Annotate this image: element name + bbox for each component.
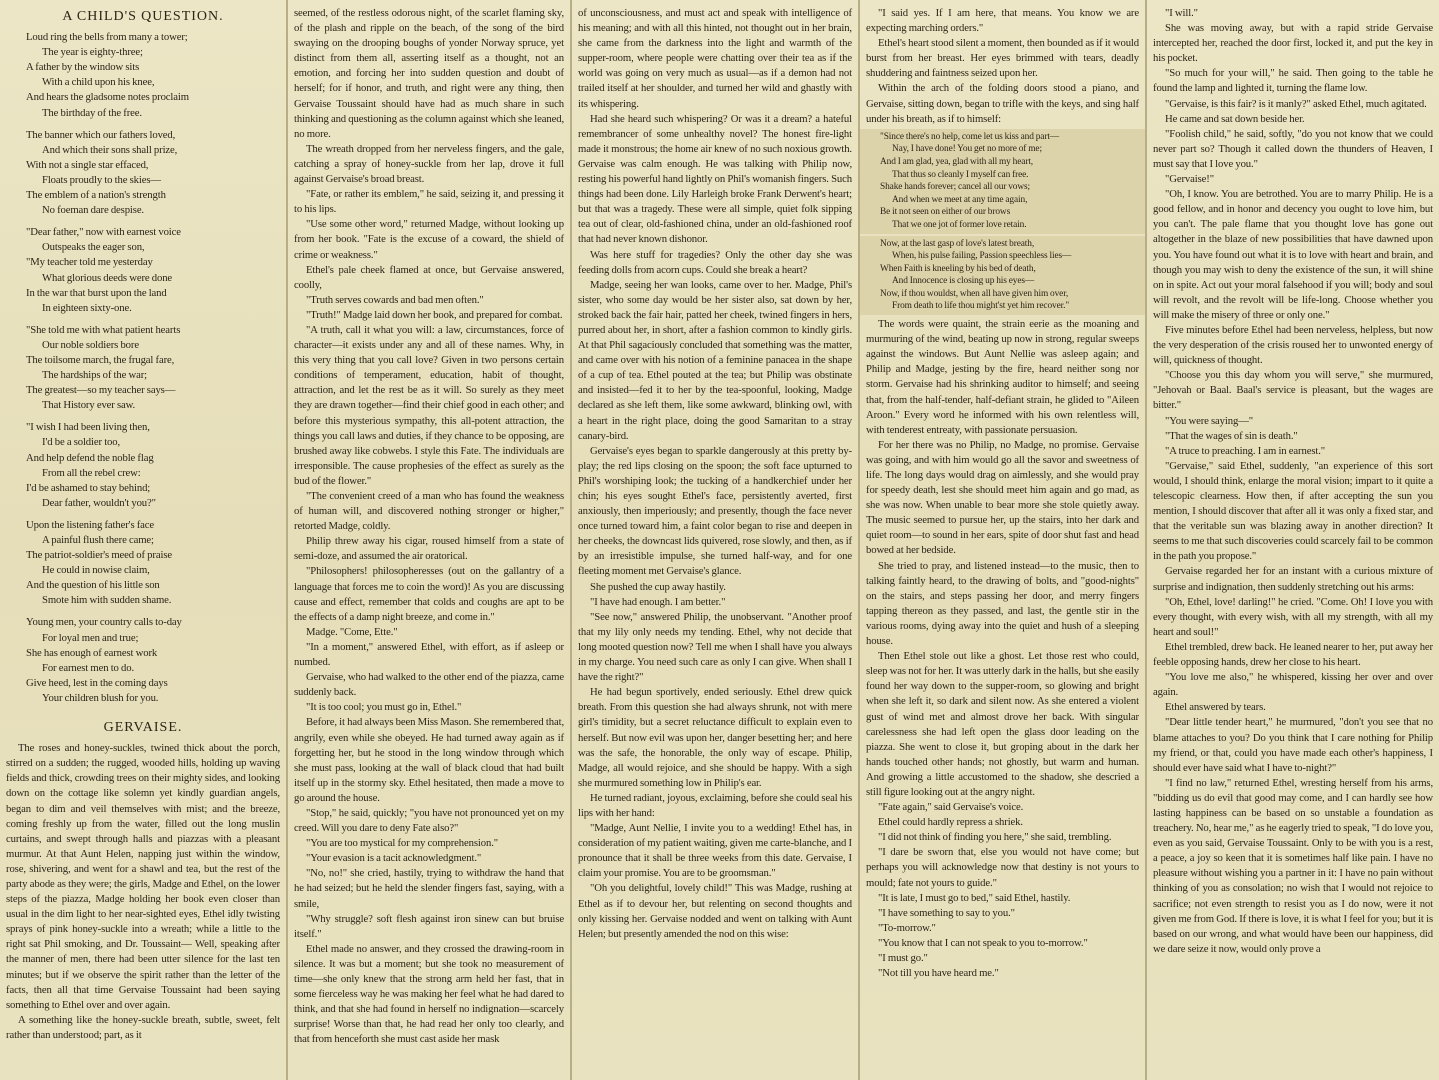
paragraph: Within the arch of the folding doors stood a piano, and Gervaise, sitting down, began to trifle with the keys, and sing half under his breath, as if to himself: <box>866 82 1139 125</box>
verse-line: For earnest men to do. <box>42 661 135 674</box>
verse-line: She has enough of earnest work <box>26 646 158 659</box>
verse-line: With not a single star effaced, <box>26 158 149 171</box>
verse-line: What glorious deeds were done <box>42 271 173 284</box>
verse-line: That thus so cleanly I myself can free. <box>892 169 1029 180</box>
verse-line: I'd be ashamed to stay behind; <box>26 481 151 494</box>
verse-line: Shake hands forever; cancel all our vows; <box>880 182 1030 193</box>
paragraph: Ethel answered by tears. <box>1165 701 1266 714</box>
verse-line: The hardships of the war; <box>42 369 148 382</box>
paragraph: A something like the honey-suckle breath, subtle, sweet, felt rather than understood; part, as it <box>6 1013 280 1041</box>
poem-stanza <box>26 323 280 414</box>
paragraph: "The convenient creed of a man who has found the weakness of human will, and discovered nothing stronger or higher," retorted Madge, coldly. <box>294 490 564 533</box>
verse-line: In eighteen sixty-one. <box>42 301 132 314</box>
paragraph: "I find no law," returned Ethel, wresting herself from his arms, "bidding us do evil that good may come, and I can hardly see how lasting happiness can be based on so unstable a foundation as treachery. No, hear me," as he eagerly tried to speak, "I do love you, even as you said, Gervaise Toussaint. Only to be with you is a rest, a peace, a joy so keen that it is sometimes half like pain. I have no pleasure without wishing you a partner in it: I have no pain without thinking of you as consolation; no wish that I would not rejoice to sacrifice; not even strength to resist you as I do now, were it not given me from God. If there is love, it is what I feel for you; but it is based on our wrong, and what would have been our happiness, did we dare seize it now, would only prove a <box>1153 776 1433 955</box>
poem-stanza <box>26 615 280 706</box>
paragraph: Philip threw away his cigar, roused himself from a state of semi-doze, and assumed the air oratorical. <box>294 535 564 563</box>
paragraph: "Use some other word," returned Madge, without looking up from her book. "Fate is the excuse of a coward, the shield of crime or weakness." <box>294 218 564 261</box>
paragraph: She pushed the cup away hastily. <box>590 580 726 593</box>
verse-line: Dear father, wouldn't you?" <box>42 496 156 509</box>
verse-line: And Innocence is closing up his eyes— <box>892 276 1035 287</box>
paragraph: Before, it had always been Miss Mason. She remembered that, angrily, even while she obeyed. He had turned away again as if forgetting her, but he stood in the long window through which she must pass, looking at the wall of black cloud that had built itself up in the stormy sky. Ethel hesitated, then made a move to go around the house. <box>294 716 564 804</box>
verse-line: With a child upon his knee, <box>42 76 155 89</box>
verse-line: The patriot-soldier's meed of praise <box>26 549 172 562</box>
paragraph: "So much for your will," he said. Then going to the table he found the lamp and lighted it, turning the flame low. <box>1153 67 1433 95</box>
verse-line: And help defend the noble flag <box>26 451 154 464</box>
verse-line: "She told me with what patient hearts <box>26 323 181 336</box>
paragraph: "Philosophers! philosopheresses (out on the gallantry of a language that forces me to coin the word)! As you are discussing cause and effect, remember that colds and coughs are apt to be the effects of a damp night breeze, and come in." <box>294 565 564 623</box>
paragraph: "Stop," he said, quickly; "you have not pronounced yet on my creed. Will you dare to deny Fate also?" <box>294 806 564 835</box>
paragraph: "No, no!" she cried, hastily, trying to withdraw the hand that he had seized; but he held the slender fingers fast, saying, with a smile, <box>294 867 564 910</box>
verse-line: Now, at the last gasp of love's latest breath, <box>880 238 1035 249</box>
column-3 <box>572 0 860 1080</box>
verse-line: Smote him with sudden shame. <box>42 594 172 607</box>
paragraph: "Oh, Ethel, love! darling!" he cried. "Come. Oh! I love you with every thought, with every wish, with all my strength, with all my heart and soul!" <box>1153 595 1433 638</box>
verse-line: When, his pulse failing, Passion speechless lies— <box>892 251 1072 262</box>
paragraph: "Gervaise, is this fair? is it manly?" asked Ethel, much agitated. <box>1165 97 1427 110</box>
paragraph: "I have something to say to you." <box>878 906 1015 919</box>
verse-line: And which their sons shall prize, <box>42 143 178 156</box>
paragraph: He had begun sportively, ended seriously. Ethel drew quick breath. From this question she had always shrunk, not with mere girl's timidity, but a secret reluctance difficult to explain even to herself. But now evil was upon her, danger besetting her; and here was the safe, the honorable, the only way of escape. Philip, Madge, all would rejoice, and she should be happy. With a sigh she murmured something low in Philip's ear. <box>578 686 852 789</box>
paragraph: "I have had enough. I am better." <box>590 595 726 608</box>
paragraph: "Gervaise," said Ethel, suddenly, "an experience of this sort would, I should think, enlarge the moral vision; impart to it quite a telescopic clearness. How then, if after accepting the sun you mention, I should discover that after all it was only a fixed star, and that the veritable sun was blazing away in another direction? It seems to me that such discoveries could scarcely fail to be common in the path you propose." <box>1153 459 1433 563</box>
verse-line: Young men, your country calls to-day <box>26 616 182 629</box>
paragraph: "Gervaise!" <box>1165 173 1214 186</box>
paragraph: Ethel trembled, drew back. He leaned nearer to her, put away her feeble opposing hands, drew her close to his heart. <box>1153 640 1433 669</box>
article-title: GERVAISE. <box>103 720 183 736</box>
paragraph: "A truth, call it what you will: a law, circumstances, force of character—it exists under any and all of these names. Why, in this very thing that you call love? Given in two persons certain conditions of temperament, education, habit of thought, attraction, and let the rest be as it will. So surely as they meet they are drawn together—find their chief good in each other; and before this mysterious sympathy, this all-potent attraction, the things you call laws and duties, if they chance to be opposing, are brushed away like cobwebs. I style this Fate. The individuals are irresponsible. The cause prophesies of the effect as surely as the bud of the flower." <box>294 323 564 487</box>
paragraph: "I will." <box>1165 7 1198 19</box>
paragraph: Gervaise's eyes began to sparkle dangerously at this pretty by-play; the red lips closing on the spoon; the soft face upturned to Phil's worshiping look; the tucking of a handkerchief under her chin; his eyes sought Ethel's face, persistently averted, first anxiously, then imperiously; and presently, though the face never once turned toward him, a faint color began to rise and deepen in her cheeks, the downcast lids quivered, rose slowly, and then, as if by an irresistible impulse, she turned half-way, and for one fleeting moment met Gervaise's glance. <box>578 444 852 578</box>
verse-line: And I am glad, yea, glad with all my heart, <box>880 156 1034 167</box>
paragraph: "Dear little tender heart," he murmured, "don't you see that no blame attaches to you? Do you think that I care nothing for Philip my friend, or that, could you have made each other's happiness, I should ever have said what I have to-night?" <box>1153 716 1433 774</box>
verse-line: The greatest—so my teacher says— <box>26 384 176 397</box>
paragraph: "Oh, I know. You are betrothed. You are to marry Philip. He is a good fellow, and in honor and decency you ought to love him, but you can't. The pale flame that you thought love has gone out altogether in the blaze of new possibilities that have dawned upon you. You have found out what it is to love with heart and brain, and though you may wish to deny the existence of the sun, it will shine on in spite. Act out your moral falsehood if you will; body and soul will revolt, and the revolt will be life-long. Choose whether you will make the misery of three or only one." <box>1153 188 1433 321</box>
paragraph: "You are too mystical for my comprehension." <box>306 837 499 850</box>
poem-stanza <box>26 30 280 121</box>
paragraph: "To-morrow." <box>878 921 936 934</box>
verse-line: And when we meet at any time again, <box>892 194 1028 205</box>
article-title: A CHILD'S QUESTION. <box>62 9 224 24</box>
verse-line: He could in nowise claim, <box>42 564 150 577</box>
paragraph: Madge, seeing her wan looks, came over to her. Madge, Phil's sister, who some day would be her sister also, sat down by her, stroked back the fair hair, patted her cheek, twined fingers in hers, purred about her, in short, after a fashion common to kindly girls. At that Phil sagaciously concluded that something was the matter, and came over with his notion of a feminine panacea in the shape of a cup of tea. Ethel pouted at the tea; but Philip was obstinate and insisted—fed it to her by the tea-spoonful, looking, Madge declared as she left them, like some awkward, blinking owl, with a heart in the right place, doing the good Samaritan to a stray canary-bird. <box>578 278 852 442</box>
verse-line: Your children blush for you. <box>42 691 159 704</box>
verse-line: "My teacher told me yesterday <box>26 256 153 269</box>
verse-line: Now, if thou wouldst, when all have given him over, <box>880 288 1069 299</box>
paragraph: Ethel could hardly repress a shriek. <box>878 816 1023 829</box>
paragraph: "You were saying—" <box>1165 414 1253 427</box>
song-verse <box>860 236 1145 316</box>
verse-line: That History ever saw. <box>42 399 136 412</box>
verse-line: No foeman dare despise. <box>42 204 144 217</box>
poem-stanza <box>26 518 280 609</box>
verse-line: Nay, I have done! You get no more of me; <box>892 144 1042 155</box>
verse-line: "Since there's no help, come let us kiss and part— <box>880 131 1060 142</box>
verse-line: Upon the listening father's face <box>26 518 155 531</box>
paragraph: Ethel's pale cheek flamed at once, but Gervaise answered, coolly, <box>294 263 564 291</box>
paragraph: He turned radiant, joyous, exclaiming, before she could seal his lips with her hand: <box>578 791 852 819</box>
verse-line: A painful flush there came; <box>42 534 154 546</box>
verse-line: From death to life thou might'st yet him recover." <box>892 301 1070 312</box>
paragraph: "A truce to preaching. I am in earnest." <box>1165 444 1325 457</box>
verse-line: The emblem of a nation's strength <box>26 189 166 202</box>
paragraph: seemed, of the restless odorous night, of the scarlet flaming sky, of the plash and ripple on the beach, of the song of the bird swaying on the drooping boughs of yonder Norway spruce, yet distinct from them all, asserting itself as a thought, not an emotion, and forcing her into sudden question and doubt of herself; for if honor, and truth, and right were any thing, then Gervaise Toussaint should have had as much share in such thinking and questioning as the column against which she leaned, no more. <box>294 7 564 140</box>
song-verse <box>860 129 1145 234</box>
paragraph: "Fate, or rather its emblem," he said, seizing it, and pressing it to his lips. <box>294 188 564 216</box>
paragraph: "Oh you delightful, lovely child!" This was Madge, rushing at Ethel as if to devour her, but relenting on second thoughts and only kissing her. Gervaise nodded and went on talking with Aunt Helen; but presently amended the nod on this wise: <box>578 882 852 940</box>
paragraph: "Choose you this day whom you will serve," she murmured, "Jehovah or Baal. Baal's service is pleasant, but the wages are bitter." <box>1153 369 1433 412</box>
poem-stanza <box>26 128 280 219</box>
paragraph: He came and sat down beside her. <box>1165 112 1305 125</box>
paragraph: "Not till you have heard me." <box>878 967 999 980</box>
verse-line: The banner which our fathers loved, <box>26 128 176 141</box>
paragraph: Ethel's heart stood silent a moment, then bounded as if it would burst from her breast. Her eyes brimmed with tears, deadly shuddering and faintness seized upon her. <box>866 37 1139 80</box>
verse-line: The year is eighty-three; <box>42 46 143 59</box>
verse-line: "I wish I had been living then, <box>26 421 150 434</box>
paragraph: "You love me also," he whispered, kissing her over and over again. <box>1153 671 1433 699</box>
paragraph: Then Ethel stole out like a ghost. Let those rest who could, sleep was not for her. It was utterly dark in the halls, but she easily found her way down to the supper-room, so glowing and bright when she left it, so dark and silent now. As she entered a violent gust of wind met and almost drove her back. With singular carelessness she had left open the glass door leading on the piazza. She went to close it, but groping about in the dark her hands touched other hands; not ghostly, but warm and human. And growing a little accustomed to the shadow, she descried a still figure looking out at the angry night. <box>866 650 1139 798</box>
verse-line: Outspeaks the eager son, <box>42 241 145 254</box>
column-5 <box>1147 0 1439 1080</box>
verse-line: In the war that burst upon the land <box>26 286 167 299</box>
paragraph: "It is too cool; you must go in, Ethel." <box>306 701 462 714</box>
paragraph: Gervaise regarded her for an instant with a curious mixture of surprise and indignation, then suddenly stretching out his arms: <box>1153 565 1433 593</box>
paragraph: The words were quaint, the strain eerie as the moaning and murmuring of the wind, beating up now in strong, regular sweeps against the windows. But Aunt Nellie was asleep again; and Philip and Madge, jesting by the fire, heard neither song nor storm. Gervaise had his shrinking auditor to himself; and seeing that, from the half-tender, half-defiant strain, he glided to "Aileen Aroon." Every word he informed with his own relentless will, with tenderest entreaty, with passionate persuasion. <box>866 318 1139 436</box>
verse-line: The toilsome march, the frugal fare, <box>26 353 175 366</box>
paragraph: "I must go." <box>878 952 928 964</box>
paragraph: "See now," answered Philip, the unobservant. "Another proof that my lily only needs my tending. Ethel, why not decide that long mooted question now? Tell me when I shall have you always in my charge. You need such care as only I can give. When shall I have the right?" <box>578 610 852 684</box>
paragraph: "I said yes. If I am here, that means. You know we are expecting marching orders." <box>866 7 1139 35</box>
verse-line: A father by the window sits <box>26 61 140 74</box>
verse-line: The birthday of the free. <box>42 106 142 119</box>
verse-line: When Faith is kneeling by his bed of death, <box>880 263 1036 274</box>
paragraph: Was here stuff for tragedies? Only the other day she was feeding dolls from acorn cups. Could she break a heart? <box>578 248 852 276</box>
verse-line: That we one jot of former love retain. <box>892 219 1027 230</box>
column-4 <box>860 0 1147 1080</box>
paragraph: Madge. "Come, Ette." <box>306 625 398 638</box>
paragraph: She tried to pray, and listened instead—to the music, then to talking faintly heard, to the drawing of bolts, and "good-nights" on the stairs, and steps passing her door, and merry fingers tapping thereon as they passed, and last, the gentle stir in the various rooms, dying away into the quiet and hush of a sleeping house. <box>866 559 1139 648</box>
verse-line: Give heed, lest in the coming days <box>26 676 168 689</box>
paragraph: Had she heard such whispering? Or was it a dream? a hateful remembrancer of some unhealthy novel? The honest fire-light made it monstrous; the home air knew of no such noxious growth. Gervaise was calm enough. He was talking with Philip now, resting his powerful hand lightly on Phil's womanish fingers. Such things had been done. Lily Harleigh broke Frank Derwent's heart; but that was a tragedy. These were all simple, quiet folk sipping tea out of clear, old-fashioned china, under an old-fashioned roof that had never known dishonor. <box>578 112 852 246</box>
column-1 <box>0 0 288 1080</box>
column-2 <box>288 0 572 1080</box>
paragraph: "You know that I can not speak to you to-morrow." <box>878 936 1088 949</box>
paragraph: "Madge, Aunt Nellie, I invite you to a wedding! Ethel has, in consideration of my patient waiting, given me carte-blanche, and I pronounce that it shall be three weeks from this date. Gervaise, I claim your promise. You are to be groomsman." <box>578 822 852 880</box>
paragraph: "Truth!" Madge laid down her book, and prepared for combat. <box>306 308 563 321</box>
verse-line: Our noble soldiers bore <box>42 338 139 351</box>
paragraph: "I dare be sworn that, else you would not have come; but perhaps you will acknowledge now that destiny is not yours to mould; fate not yours to guide." <box>866 846 1139 889</box>
paragraph: "Why struggle? soft flesh against iron sinew can but bruise itself." <box>294 912 564 940</box>
verse-line: "Dear father," now with earnest voice <box>26 226 181 239</box>
verse-line: From all the rebel crew: <box>42 466 141 479</box>
paragraph: "I did not think of finding you here," she said, trembling. <box>878 831 1112 844</box>
verse-line: I'd be a soldier too, <box>42 436 121 449</box>
paragraph: "It is late, I must go to bed," said Ethel, hastily. <box>878 891 1071 904</box>
verse-line: Be it not seen on either of our brows <box>880 207 1011 218</box>
verse-line: And hears the gladsome notes proclaim <box>26 91 189 104</box>
paragraph: "Foolish child," he said, softly, "do you not know that we could never part so? Though it called down the thunders of Heaven, I must say that I love you." <box>1153 127 1433 170</box>
paragraph: "In a moment," answered Ethel, with effort, as if asleep or numbed. <box>294 640 564 669</box>
paragraph: "Truth serves cowards and bad men often." <box>306 293 484 306</box>
verse-line: And the question of his little son <box>26 579 160 592</box>
paragraph: "That the wages of sin is death." <box>1165 429 1298 442</box>
poem-stanza <box>26 225 280 316</box>
poem-stanza <box>26 420 280 511</box>
paragraph: For her there was no Philip, no Madge, no promise. Gervaise was going, and with him would go all the savor and sweetness of life. The long days would drag on aimlessly, and she would pray for speedy death, lest she should meet him again and go mad, as she was now. When unable to bear more she stole quietly away. The music seemed to pursue her, up the stairs, into her dark and quiet room—to sound in her ears, spite of door shut fast and head bowed at her bedside. <box>866 438 1139 557</box>
paragraph: Gervaise, who had walked to the other end of the piazza, came suddenly back. <box>294 671 564 699</box>
paragraph: She was moving away, but with a rapid stride Gervaise intercepted her, reached the door first, locked it, and put the key in his pocket. <box>1153 22 1433 65</box>
paragraph: The wreath dropped from her nerveless fingers, and the gale, catching a spray of honey-suckle from her lap, drove it full against Gervaise's broad breast. <box>294 142 564 186</box>
verse-line: Floats proudly to the skies— <box>42 173 161 186</box>
verse-line: Loud ring the bells from many a tower; <box>26 31 188 44</box>
paragraph: Five minutes before Ethel had been nerveless, helpless, but now the very desperation of the crisis roused her to unwonted energy of will, quickness of thought. <box>1153 323 1433 367</box>
paragraph: "Fate again," said Gervaise's voice. <box>878 801 1024 814</box>
paragraph: of unconsciousness, and must act and speak with intelligence of his meaning; and with all this hinted, not thought out in her brain, she came from the darkness into the light and warmth of the supper-room, where people were chatting over their tea as if the world was going on very much as usual—as if a demon had not trailed itself at her shoulder, and turned her wild and ghastly with its whispering. <box>578 7 852 110</box>
verse-line: For loyal men and true; <box>42 631 139 644</box>
paragraph: The roses and honey-suckles, twined thick about the porch, stirred on a sudden; the rugged, wooded hills, holding up waving fields and thick, crowding trees on their mighty sides, and looking down on the cottage like solemn yet kindly guardian angels, began to dim and veil themselves with mist; and the breeze, coming freshly up from the water, filled out the long muslin curtains, and swept through halls and piazzas with a pleasant murmur. At that Aunt Helen, napping just within the window, rose, shivering, and went for a shawl and tea, but the rest of the party abode as they were; the girls, Madge and Ethel, on the lower steps of the piazza, Madge holding her book even closer than usual in the dim light to her near-sighted eyes, Ethel idly twisting sprays of pink honey-suckle into a wreath; while a little to the right sat Phil smoking, and Dr. Toussaint— Well, speaking after the manner of men, there had been utter silence for the last ten minutes; but if we observe the spirit rather than the letter of the facts, then all that time Gervaise Toussaint had been saying something to Ethel over and over again. <box>6 742 280 1011</box>
paragraph: Ethel made no answer, and they crossed the drawing-room in silence. It was but a moment; but she took no measurement of time—she only knew that the strong arm held her fast, that in some fierceless way he was making her feel what he had dared to think, and that she had found in herself no indignation—scarcely surprise! Worse than that, he had read her only too clearly, and that from henceforth she must cast aside her mask <box>294 942 564 1046</box>
paragraph: "Your evasion is a tacit acknowledgment." <box>306 852 482 865</box>
